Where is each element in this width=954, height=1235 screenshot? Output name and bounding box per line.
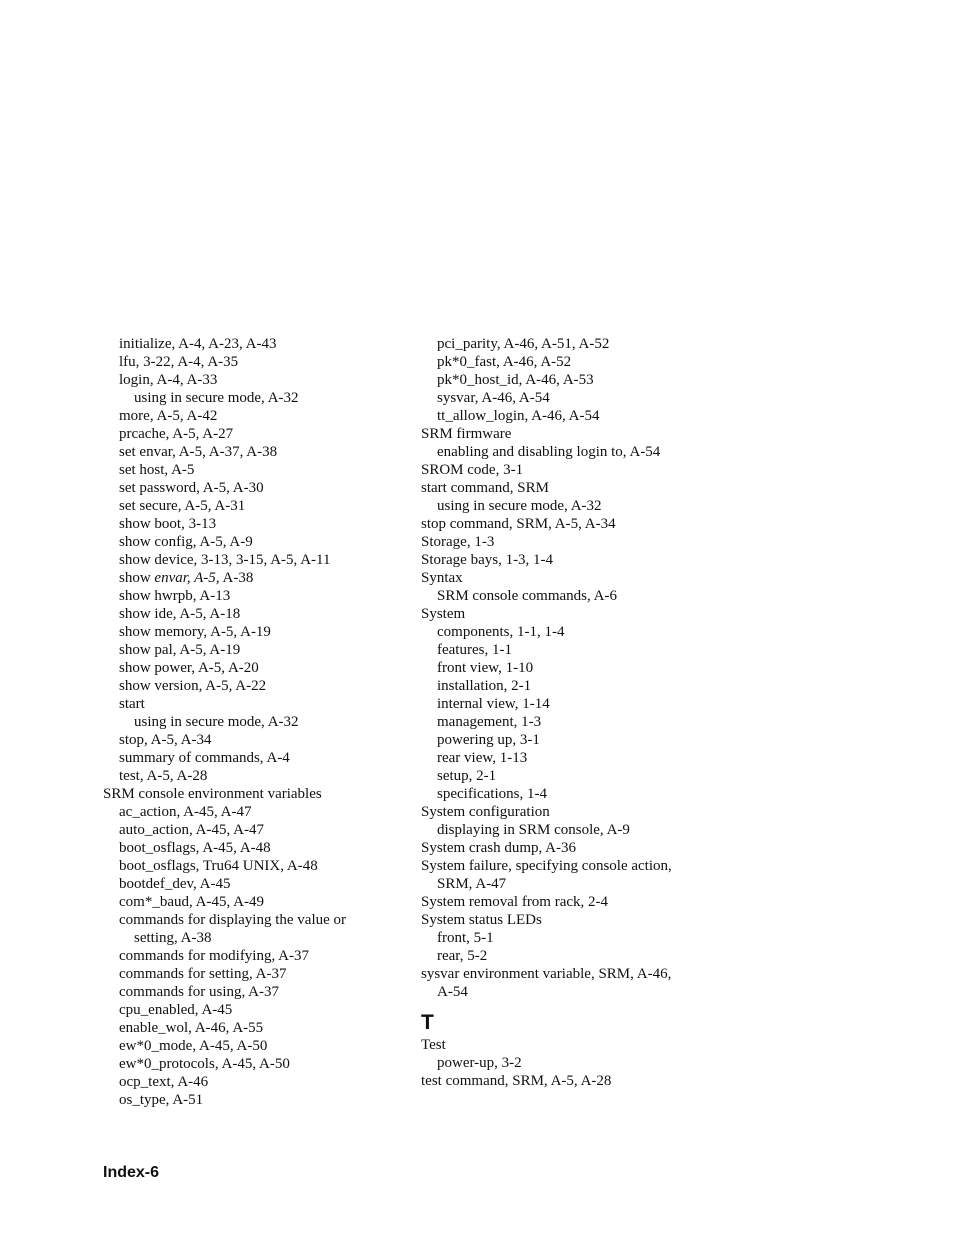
- index-subentry: set password, A-5, A-30: [119, 480, 264, 496]
- index-subentry: summary of commands, A-4: [119, 750, 290, 766]
- index-subentry: ew*0_mode, A-45, A-50: [119, 1038, 268, 1054]
- index-subentry: test, A-5, A-28: [119, 768, 208, 784]
- index-subentry: set host, A-5: [119, 462, 195, 478]
- index-subentry: com*_baud, A-45, A-49: [119, 894, 264, 910]
- index-subentry: A-54: [437, 984, 468, 1000]
- index-subentry: commands for setting, A-37: [119, 966, 287, 982]
- index-subentry: os_type, A-51: [119, 1092, 204, 1108]
- index-subentry: show hwrpb, A-13: [119, 588, 231, 604]
- index-subentry: SRM console commands, A-6: [437, 588, 617, 604]
- index-subentry: specifications, 1-4: [437, 786, 547, 802]
- index-subentry: enable_wol, A-46, A-55: [119, 1020, 264, 1036]
- index-entry: Test: [421, 1037, 446, 1053]
- index-subentry: tt_allow_login, A-46, A-54: [437, 408, 600, 424]
- index-subentry: pk*0_fast, A-46, A-52: [437, 354, 572, 370]
- index-subentry: powering up, 3-1: [437, 732, 540, 748]
- index-subentry: installation, 2-1: [437, 678, 532, 694]
- index-subentry: initialize, A-4, A-23, A-43: [119, 336, 277, 352]
- index-subentry: commands for modifying, A-37: [119, 948, 309, 964]
- index-subentry: using in secure mode, A-32: [134, 390, 299, 406]
- index-subentry: setting, A-38: [134, 930, 212, 946]
- index-subentry: displaying in SRM console, A-9: [437, 822, 630, 838]
- index-subentry: front view, 1-10: [437, 660, 534, 676]
- index-subentry: stop, A-5, A-34: [119, 732, 212, 748]
- index-subentry: ew*0_protocols, A-45, A-50: [119, 1056, 290, 1072]
- index-subentry: SRM, A-47: [437, 876, 507, 892]
- index-subentry: show ide, A-5, A-18: [119, 606, 241, 622]
- index-subentry: commands for displaying the value or: [119, 912, 347, 928]
- index-subentry: set envar, A-5, A-37, A-38: [119, 444, 278, 460]
- index-subentry: using in secure mode, A-32: [134, 714, 299, 730]
- index-subentry: pk*0_host_id, A-46, A-53: [437, 372, 594, 388]
- index-section-letter: T: [421, 1011, 434, 1034]
- index-subentry: features, 1-1: [437, 642, 512, 658]
- index-entry: System: [421, 606, 466, 622]
- index-entry: System crash dump, A-36: [421, 840, 576, 856]
- index-subentry: bootdef_dev, A-45: [119, 876, 231, 892]
- index-entry: Syntax: [421, 570, 463, 586]
- index-subentry: pci_parity, A-46, A-51, A-52: [437, 336, 610, 352]
- index-subentry: more, A-5, A-42: [119, 408, 218, 424]
- index-entry: start command, SRM: [421, 480, 549, 496]
- index-subentry: setup, 2-1: [437, 768, 497, 784]
- index-subentry: sysvar, A-46, A-54: [437, 390, 550, 406]
- index-subentry: start: [119, 696, 145, 712]
- index-subentry: commands for using, A-37: [119, 984, 279, 1000]
- index-entry: stop command, SRM, A-5, A-34: [421, 516, 616, 532]
- index-subentry: show device, 3-13, 3-15, A-5, A-11: [119, 552, 331, 568]
- index-subentry: internal view, 1-14: [437, 696, 550, 712]
- index-subentry: enabling and disabling login to, A-54: [437, 444, 661, 460]
- index-subentry: show boot, 3-13: [119, 516, 217, 532]
- index-subentry: ocp_text, A-46: [119, 1074, 209, 1090]
- index-subentry: show version, A-5, A-22: [119, 678, 267, 694]
- index-subentry: show power, A-5, A-20: [119, 660, 259, 676]
- index-subentry: boot_osflags, A-45, A-48: [119, 840, 271, 856]
- index-subentry: front, 5-1: [437, 930, 494, 946]
- index-entry-italic: envar, A-5: [154, 570, 216, 586]
- index-subentry: cpu_enabled, A-45: [119, 1002, 233, 1018]
- index-entry: System removal from rack, 2-4: [421, 894, 609, 910]
- index-entry: sysvar environment variable, SRM, A-46,: [421, 966, 672, 982]
- index-subentry: set secure, A-5, A-31: [119, 498, 246, 514]
- index-column-left: [103, 335, 403, 1109]
- index-entry: test command, SRM, A-5, A-28: [421, 1073, 612, 1089]
- index-subentry: rear, 5-2: [437, 948, 488, 964]
- index-subentry: boot_osflags, Tru64 UNIX, A-48: [119, 858, 318, 874]
- index-entry: System configuration: [421, 804, 550, 820]
- index-entry-text: show: [119, 570, 155, 586]
- index-subentry: auto_action, A-45, A-47: [119, 822, 264, 838]
- index-entry: Storage, 1-3: [421, 534, 495, 550]
- index-entry: SROM code, 3-1: [421, 462, 524, 478]
- index-subentry: show pal, A-5, A-19: [119, 642, 241, 658]
- index-subentry: [103, 569, 403, 587]
- index-entry-text: , A-38: [215, 570, 254, 586]
- index-subentry: components, 1-1, 1-4: [437, 624, 565, 640]
- index-entry: SRM firmware: [421, 426, 512, 442]
- index-subentry: management, 1-3: [437, 714, 542, 730]
- index-entry: Storage bays, 1-3, 1-4: [421, 552, 554, 568]
- index-subentry: lfu, 3-22, A-4, A-35: [119, 354, 239, 370]
- page-footer-label: Index-6: [103, 1164, 160, 1181]
- index-subentry: using in secure mode, A-32: [437, 498, 602, 514]
- index-subentry: login, A-4, A-33: [119, 372, 218, 388]
- index-subentry: prcache, A-5, A-27: [119, 426, 234, 442]
- index-subentry: power-up, 3-2: [437, 1055, 522, 1071]
- index-column-right: [421, 335, 841, 1090]
- index-entry: System failure, specifying console action,: [421, 858, 672, 874]
- index-subentry: rear view, 1-13: [437, 750, 528, 766]
- index-entry: SRM console environment variables: [103, 786, 322, 802]
- index-subentry: show memory, A-5, A-19: [119, 624, 271, 640]
- index-subentry: ac_action, A-45, A-47: [119, 804, 252, 820]
- index-entry: System status LEDs: [421, 912, 542, 928]
- index-subentry: show config, A-5, A-9: [119, 534, 253, 550]
